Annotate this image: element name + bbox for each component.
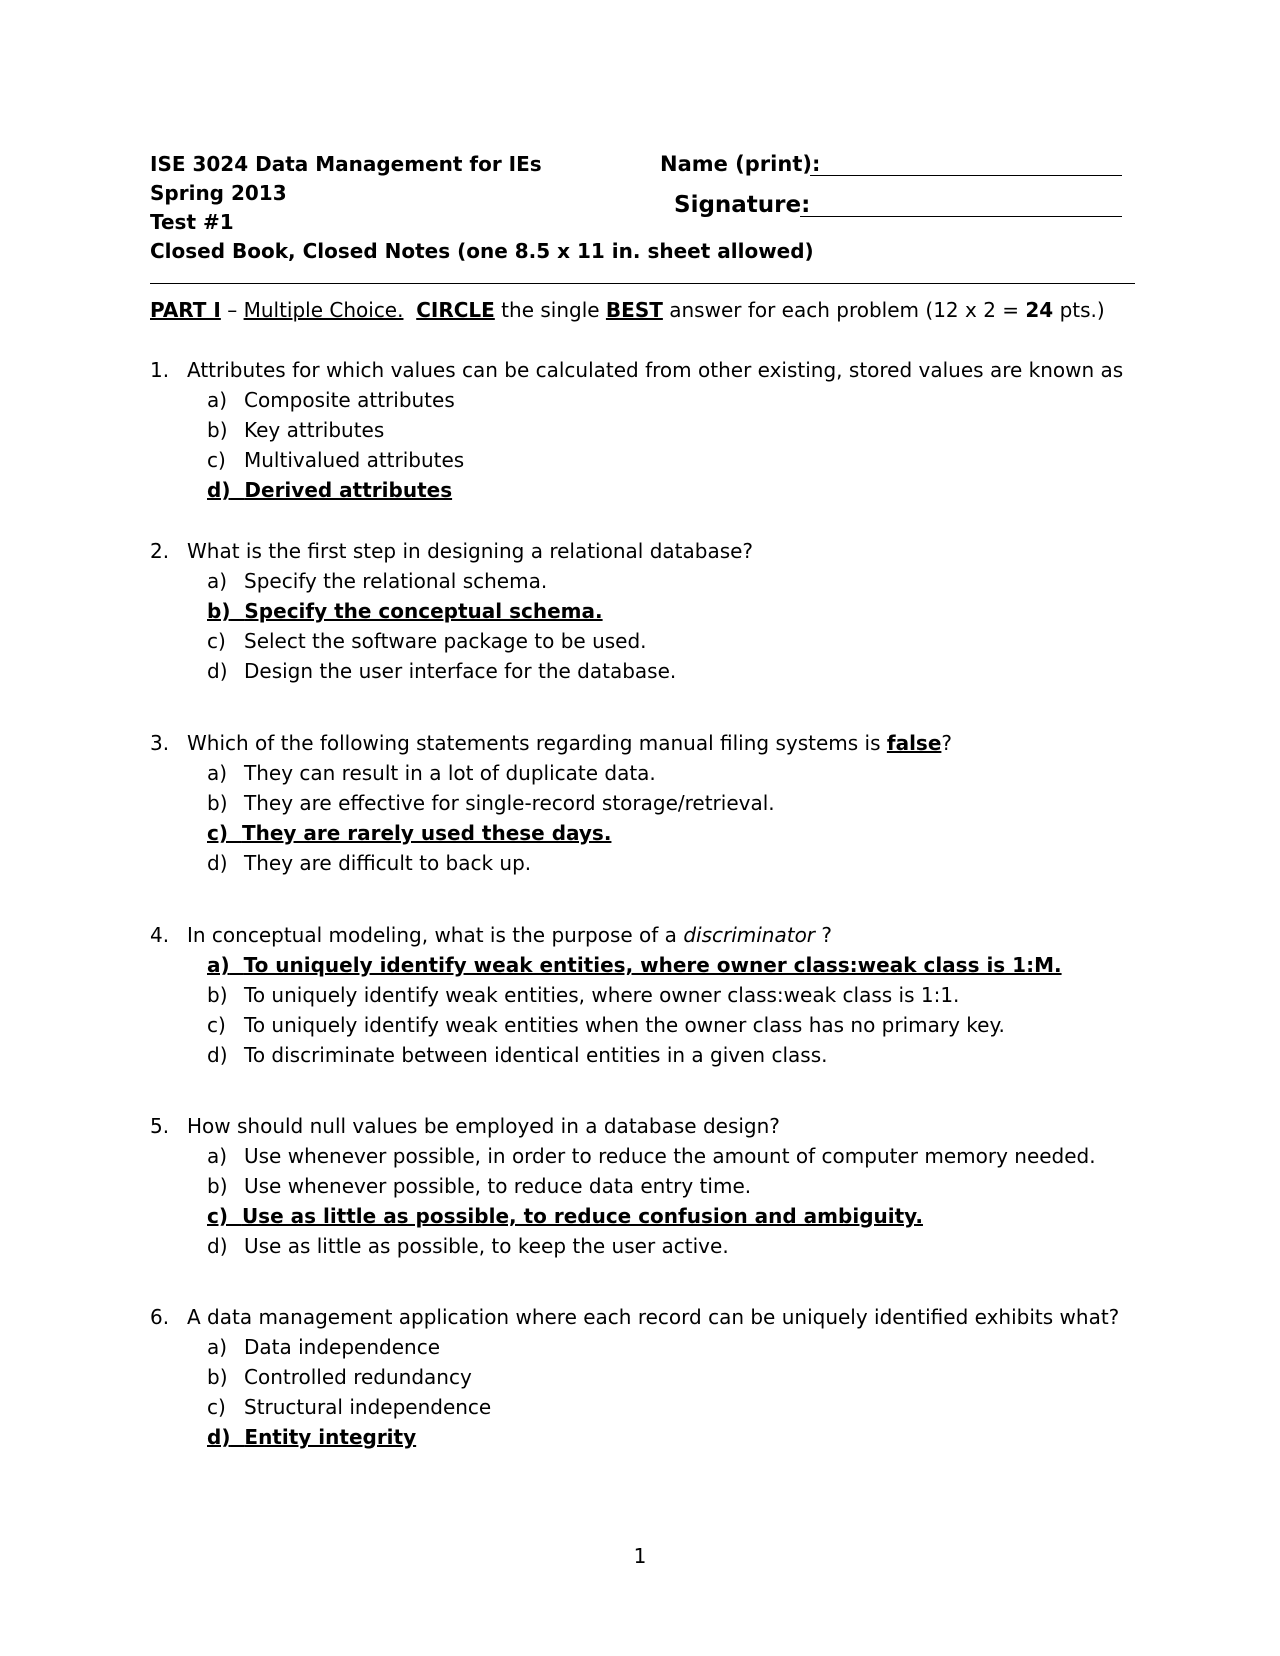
option-b-correct[interactable] <box>150 596 1150 626</box>
option-a[interactable] <box>150 1141 1150 1171</box>
option-b[interactable] <box>150 980 1150 1010</box>
option-text: Use as little as possible, to keep the user active. <box>244 1234 729 1258</box>
option-text: Specify the conceptual schema. <box>244 599 603 623</box>
question-5 <box>150 1111 1150 1261</box>
question-stem <box>187 920 832 950</box>
option-letter: b) <box>207 1174 228 1198</box>
stem-text: ? <box>941 731 953 755</box>
option-text: Multivalued attributes <box>244 448 465 472</box>
option-text: Use whenever possible, in order to reduce the amount of computer memory needed. <box>244 1144 1096 1168</box>
option-letter: d) <box>207 478 231 502</box>
instruction-text: pts.) <box>1053 298 1105 322</box>
best-word: BEST <box>605 298 663 322</box>
option-letter: c) <box>207 1013 226 1037</box>
option-text: To uniquely identify weak entities when the owner class has no primary key. <box>244 1013 1005 1037</box>
option-b[interactable] <box>150 415 1150 445</box>
option-c[interactable] <box>150 445 1150 475</box>
question-6 <box>150 1302 1150 1452</box>
question-number: 1. <box>150 358 170 382</box>
question-3 <box>150 728 1150 878</box>
total-points: 24 <box>1025 298 1054 322</box>
option-letter: d) <box>207 1043 228 1067</box>
question-number: 2. <box>150 539 170 563</box>
exam-rules: Closed Book, Closed Notes (one 8.5 x 11 in. sheet allowed) <box>150 239 814 263</box>
page-number: 1 <box>633 1544 647 1568</box>
correct-answer <box>207 475 452 505</box>
question-4 <box>150 920 1150 1070</box>
option-a[interactable] <box>150 1332 1150 1362</box>
question-stem: What is the first step in designing a relational database? <box>187 539 754 563</box>
option-letter: c) <box>207 1204 228 1228</box>
option-letter: b) <box>207 791 228 815</box>
option-text: Composite attributes <box>244 388 455 412</box>
option-letter: a) <box>207 1144 228 1168</box>
header-divider <box>150 283 1135 284</box>
course-title: ISE 3024 Data Management for IEs <box>150 152 542 176</box>
question-number: 5. <box>150 1114 170 1138</box>
option-c[interactable] <box>150 1010 1150 1040</box>
option-text: Data independence <box>244 1335 440 1359</box>
stem-text: Which of the following statements regarding manual filing systems is <box>187 731 887 755</box>
test-number: Test #1 <box>150 210 234 234</box>
instruction-text: the single <box>494 298 606 322</box>
question-stem: A data management application where each record can be uniquely identified exhibits what? <box>187 1305 1120 1329</box>
option-letter: c) <box>207 448 226 472</box>
signature-label: Signature: <box>674 192 811 218</box>
question-stem <box>187 728 952 758</box>
stem-text: ? <box>815 923 833 947</box>
option-text: Entity integrity <box>244 1425 417 1449</box>
option-letter: c) <box>207 629 226 653</box>
option-c[interactable] <box>150 1392 1150 1422</box>
part-dash: – <box>220 298 244 322</box>
option-letter: a) <box>207 953 230 977</box>
option-b[interactable] <box>150 1171 1150 1201</box>
exam-header <box>150 150 1135 275</box>
option-d[interactable] <box>150 848 1150 878</box>
option-text: They are rarely used these days. <box>241 821 612 845</box>
part-instructions <box>150 296 1105 324</box>
correct-answer <box>207 1201 923 1231</box>
option-c-correct[interactable] <box>150 1201 1150 1231</box>
option-letter: b) <box>207 599 231 623</box>
option-text: Select the software package to be used. <box>244 629 647 653</box>
stem-text: In conceptual modeling, what is the purpose of a <box>187 923 684 947</box>
option-a[interactable] <box>150 566 1150 596</box>
option-text: Specify the relational schema. <box>244 569 548 593</box>
option-text: To uniquely identify weak entities, where owner class:weak class is 1:1. <box>244 983 960 1007</box>
option-b[interactable] <box>150 788 1150 818</box>
question-1 <box>150 355 1150 505</box>
question-number: 6. <box>150 1305 170 1329</box>
stem-emphasis: discriminator <box>683 923 816 947</box>
part-type: Multiple Choice. <box>243 298 404 322</box>
option-letter: b) <box>207 983 228 1007</box>
question-number: 4. <box>150 923 170 947</box>
option-d[interactable] <box>150 1040 1150 1070</box>
correct-answer <box>207 1422 416 1452</box>
circle-word: CIRCLE <box>416 298 495 322</box>
option-b[interactable] <box>150 1362 1150 1392</box>
option-letter: d) <box>207 851 228 875</box>
signature-blank[interactable] <box>800 216 1122 217</box>
option-text: They are effective for single-record storage/retrieval. <box>244 791 775 815</box>
option-d[interactable] <box>150 1231 1150 1261</box>
name-blank[interactable] <box>810 175 1122 176</box>
option-text: Use as little as possible, to reduce confusion and ambiguity. <box>241 1204 923 1228</box>
term: Spring 2013 <box>150 181 287 205</box>
option-a-correct[interactable] <box>150 950 1150 980</box>
option-text: Design the user interface for the database. <box>244 659 677 683</box>
option-c-correct[interactable] <box>150 818 1150 848</box>
option-letter: d) <box>207 659 228 683</box>
correct-answer <box>207 950 1062 980</box>
stem-emphasis: false <box>886 731 942 755</box>
option-text: Structural independence <box>244 1395 492 1419</box>
option-text: To uniquely identify weak entities, where owner class:weak class is 1:M. <box>243 953 1062 977</box>
correct-answer <box>207 818 611 848</box>
option-d[interactable] <box>150 656 1150 686</box>
option-a[interactable] <box>150 758 1150 788</box>
option-text: Derived attributes <box>244 478 453 502</box>
option-letter: b) <box>207 1365 228 1389</box>
option-letter: a) <box>207 388 228 412</box>
option-letter: d) <box>207 1425 231 1449</box>
option-a[interactable] <box>150 385 1150 415</box>
option-text: They can result in a lot of duplicate data. <box>244 761 656 785</box>
question-stem: How should null values be employed in a database design? <box>187 1114 780 1138</box>
option-text: Controlled redundancy <box>244 1365 472 1389</box>
part-label: PART I <box>150 298 221 322</box>
option-letter: b) <box>207 418 228 442</box>
question-stem: Attributes for which values can be calculated from other existing, stored values are known as <box>187 358 1124 382</box>
option-text: Key attributes <box>244 418 385 442</box>
option-letter: a) <box>207 761 228 785</box>
instruction-text: answer for each problem (12 x 2 = <box>662 298 1026 322</box>
option-text: Use whenever possible, to reduce data entry time. <box>244 1174 752 1198</box>
name-label: Name (print): <box>660 152 821 176</box>
question-2 <box>150 536 1150 686</box>
correct-answer <box>207 596 603 626</box>
option-letter: d) <box>207 1234 228 1258</box>
option-letter: c) <box>207 821 228 845</box>
option-d-correct[interactable] <box>150 1422 1150 1452</box>
option-text: They are difficult to back up. <box>244 851 532 875</box>
option-letter: c) <box>207 1395 226 1419</box>
option-c[interactable] <box>150 626 1150 656</box>
option-letter: a) <box>207 1335 228 1359</box>
question-number: 3. <box>150 731 170 755</box>
option-letter: a) <box>207 569 228 593</box>
option-d-correct[interactable] <box>150 475 1150 505</box>
option-text: To discriminate between identical entities in a given class. <box>244 1043 828 1067</box>
